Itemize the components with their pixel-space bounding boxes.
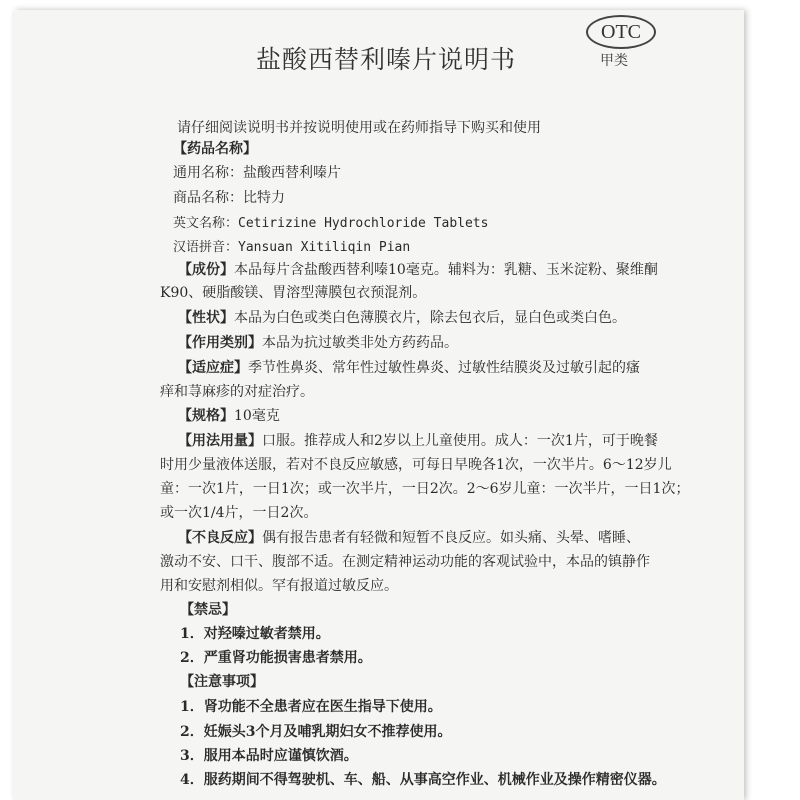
indications-line-1: 【适应症】季节性鼻炎、常年性过敏性鼻炎、过敏性结膜炎及过敏引起的瘙	[178, 360, 640, 376]
spec-heading: 【规格】	[178, 408, 234, 424]
trade-name: 商品名称：比特力	[173, 190, 285, 206]
dosage-line-3: 童：一次1片，一日1次；或一次半片，一日2次。2～6岁儿童：一次半片，一日1次；	[160, 481, 690, 497]
dosage-line-2: 时用少量液体送服，若对不良反应敏感，可每日早晚各1次，一次半片。6～12岁儿	[160, 457, 672, 473]
usage-notice: 请仔细阅读说明书并按说明使用或在药师指导下购买和使用	[177, 120, 541, 136]
description-heading: 【性状】	[178, 310, 234, 326]
indications-heading: 【适应症】	[178, 360, 248, 376]
dosage-heading: 【用法用量】	[178, 433, 262, 449]
english-name: 英文名称：Cetirizine Hydrochloride Tablets	[173, 216, 489, 231]
description-line: 【性状】本品为白色或类白色薄膜衣片，除去包衣后，显白色或类白色。	[178, 310, 626, 326]
adverse-line-3: 用和安慰剂相似。罕有报道过敏反应。	[160, 578, 398, 594]
dosage-line-4: 或一次1/4片，一日2次。	[160, 505, 318, 521]
drug-name-heading: 【药品名称】	[173, 141, 257, 157]
composition-heading: 【成份】	[178, 262, 234, 278]
precaution-item: 1．肾功能不全患者应在医生指导下使用。	[180, 699, 442, 715]
precaution-item: 3．服用本品时应谨慎饮酒。	[180, 748, 358, 764]
composition-line-2: K90、硬脂酸镁、胃溶型薄膜包衣预混剂。	[160, 285, 427, 301]
adverse-line-2: 激动不安、口干、腹部不适。在测定精神运动功能的客观试验中，本品的镇静作	[160, 554, 650, 570]
contraindications-heading: 【禁忌】	[180, 602, 236, 618]
document-title: 盐酸西替利嗪片说明书	[256, 45, 517, 74]
indications-line-2: 痒和荨麻疹的对症治疗。	[160, 384, 314, 400]
otc-category: 甲类	[600, 53, 628, 69]
generic-name: 通用名称：盐酸西替利嗪片	[173, 165, 341, 181]
otc-badge	[586, 15, 656, 49]
otc-label: OTC	[601, 20, 641, 43]
precaution-item: 2．妊娠头3个月及哺乳期妇女不推荐使用。	[180, 724, 452, 740]
adverse-line-1: 【不良反应】偶有报告患者有轻微和短暂不良反应。如头痛、头晕、嗜睡、	[178, 530, 640, 546]
adverse-heading: 【不良反应】	[178, 530, 262, 546]
pinyin-name: 汉语拼音：Yansuan Xitiliqin Pian	[173, 240, 411, 255]
dosage-line-1: 【用法用量】口服。推荐成人和2岁以上儿童使用。成人：一次1片，可于晚餐	[178, 433, 658, 449]
composition-line-1: 【成份】本品每片含盐酸西替利嗪10毫克。辅料为：乳糖、玉米淀粉、聚维酮	[178, 262, 658, 278]
spec-line: 【规格】10毫克	[178, 408, 280, 424]
category-heading: 【作用类别】	[178, 335, 262, 351]
contraindication-item: 1．对羟嗪过敏者禁用。	[180, 626, 330, 642]
precaution-item: 4．服药期间不得驾驶机、车、船、从事高空作业、机械作业及操作精密仪器。	[180, 772, 666, 788]
precautions-heading: 【注意事项】	[180, 674, 264, 690]
contraindication-item: 2．严重肾功能损害患者禁用。	[180, 650, 372, 666]
category-line: 【作用类别】本品为抗过敏类非处方药药品。	[178, 335, 458, 351]
